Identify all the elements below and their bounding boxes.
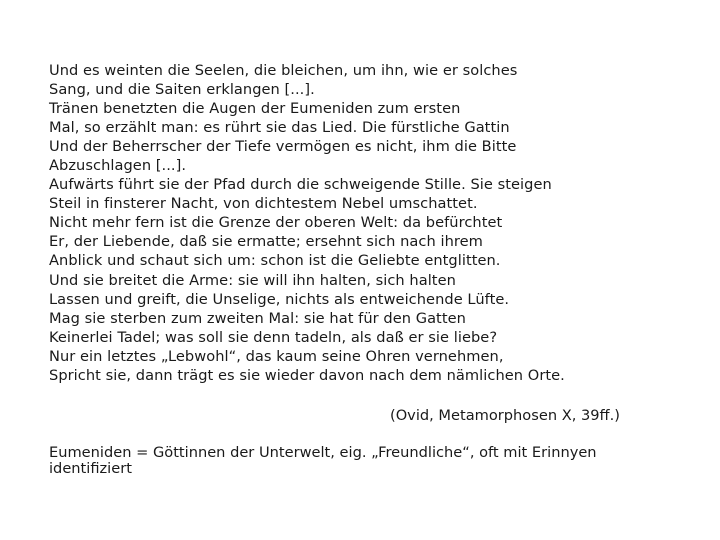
poem-line: Sang, und die Saiten erklangen [...]. (49, 81, 315, 99)
poem-line: Und sie breitet die Arme: sie will ihn halten, sich halten (49, 271, 456, 289)
poem-line: Und es weinten die Seelen, die bleichen, um ihn, wie er solches (49, 62, 518, 79)
poem-line: Abzuschlagen [...]. (49, 157, 187, 175)
poem-line: Nicht mehr fern ist die Grenze der oberen Welt: da befürchtet (49, 214, 503, 232)
poem-line: Und der Beherrscher der Tiefe vermögen es nicht, ihm die Bitte (49, 138, 517, 156)
poem-line: Mal, so erzählt man: es rührt sie das Lied. Die fürstliche Gattin (49, 119, 510, 137)
poem-line: Lassen und greift, die Unselige, nichts als entweichende Lüfte. (49, 290, 510, 308)
poem-line: Aufwärts führt sie der Pfad durch die schweigende Stille. Sie steigen (49, 176, 552, 194)
poem-line: Er, der Liebende, daß sie ermatte; ersehnt sich nach ihrem (49, 233, 483, 251)
poem-line: Steil in finsterer Nacht, von dichtestem Nebel umschattet. (49, 195, 478, 213)
poem-line: Keinerlei Tadel; was soll sie denn tadeln, als daß er sie liebe? (49, 328, 498, 346)
footnote (49, 445, 689, 476)
footnote-line: identifiziert (49, 459, 132, 477)
source-citation: (Ovid, Metamorphosen X, 39ff.) (390, 407, 620, 424)
poem-line: Nur ein letztes „Lebwohl“, das kaum seine Ohren vernehmen, (49, 347, 504, 365)
poem-excerpt (49, 61, 689, 385)
poem-line: Tränen benetzten die Augen der Eumeniden zum ersten (49, 100, 461, 118)
poem-line: Mag sie sterben zum zweiten Mal: sie hat für den Gatten (49, 309, 466, 327)
poem-line: Spricht sie, dann trägt es sie wieder davon nach dem nämlichen Orte. (49, 366, 565, 384)
footnote-line: Eumeniden = Göttinnen der Unterwelt, eig. „Freundliche“, oft mit Erinnyen (49, 444, 597, 461)
poem-line: Anblick und schaut sich um: schon ist die Geliebte entglitten. (49, 252, 501, 270)
